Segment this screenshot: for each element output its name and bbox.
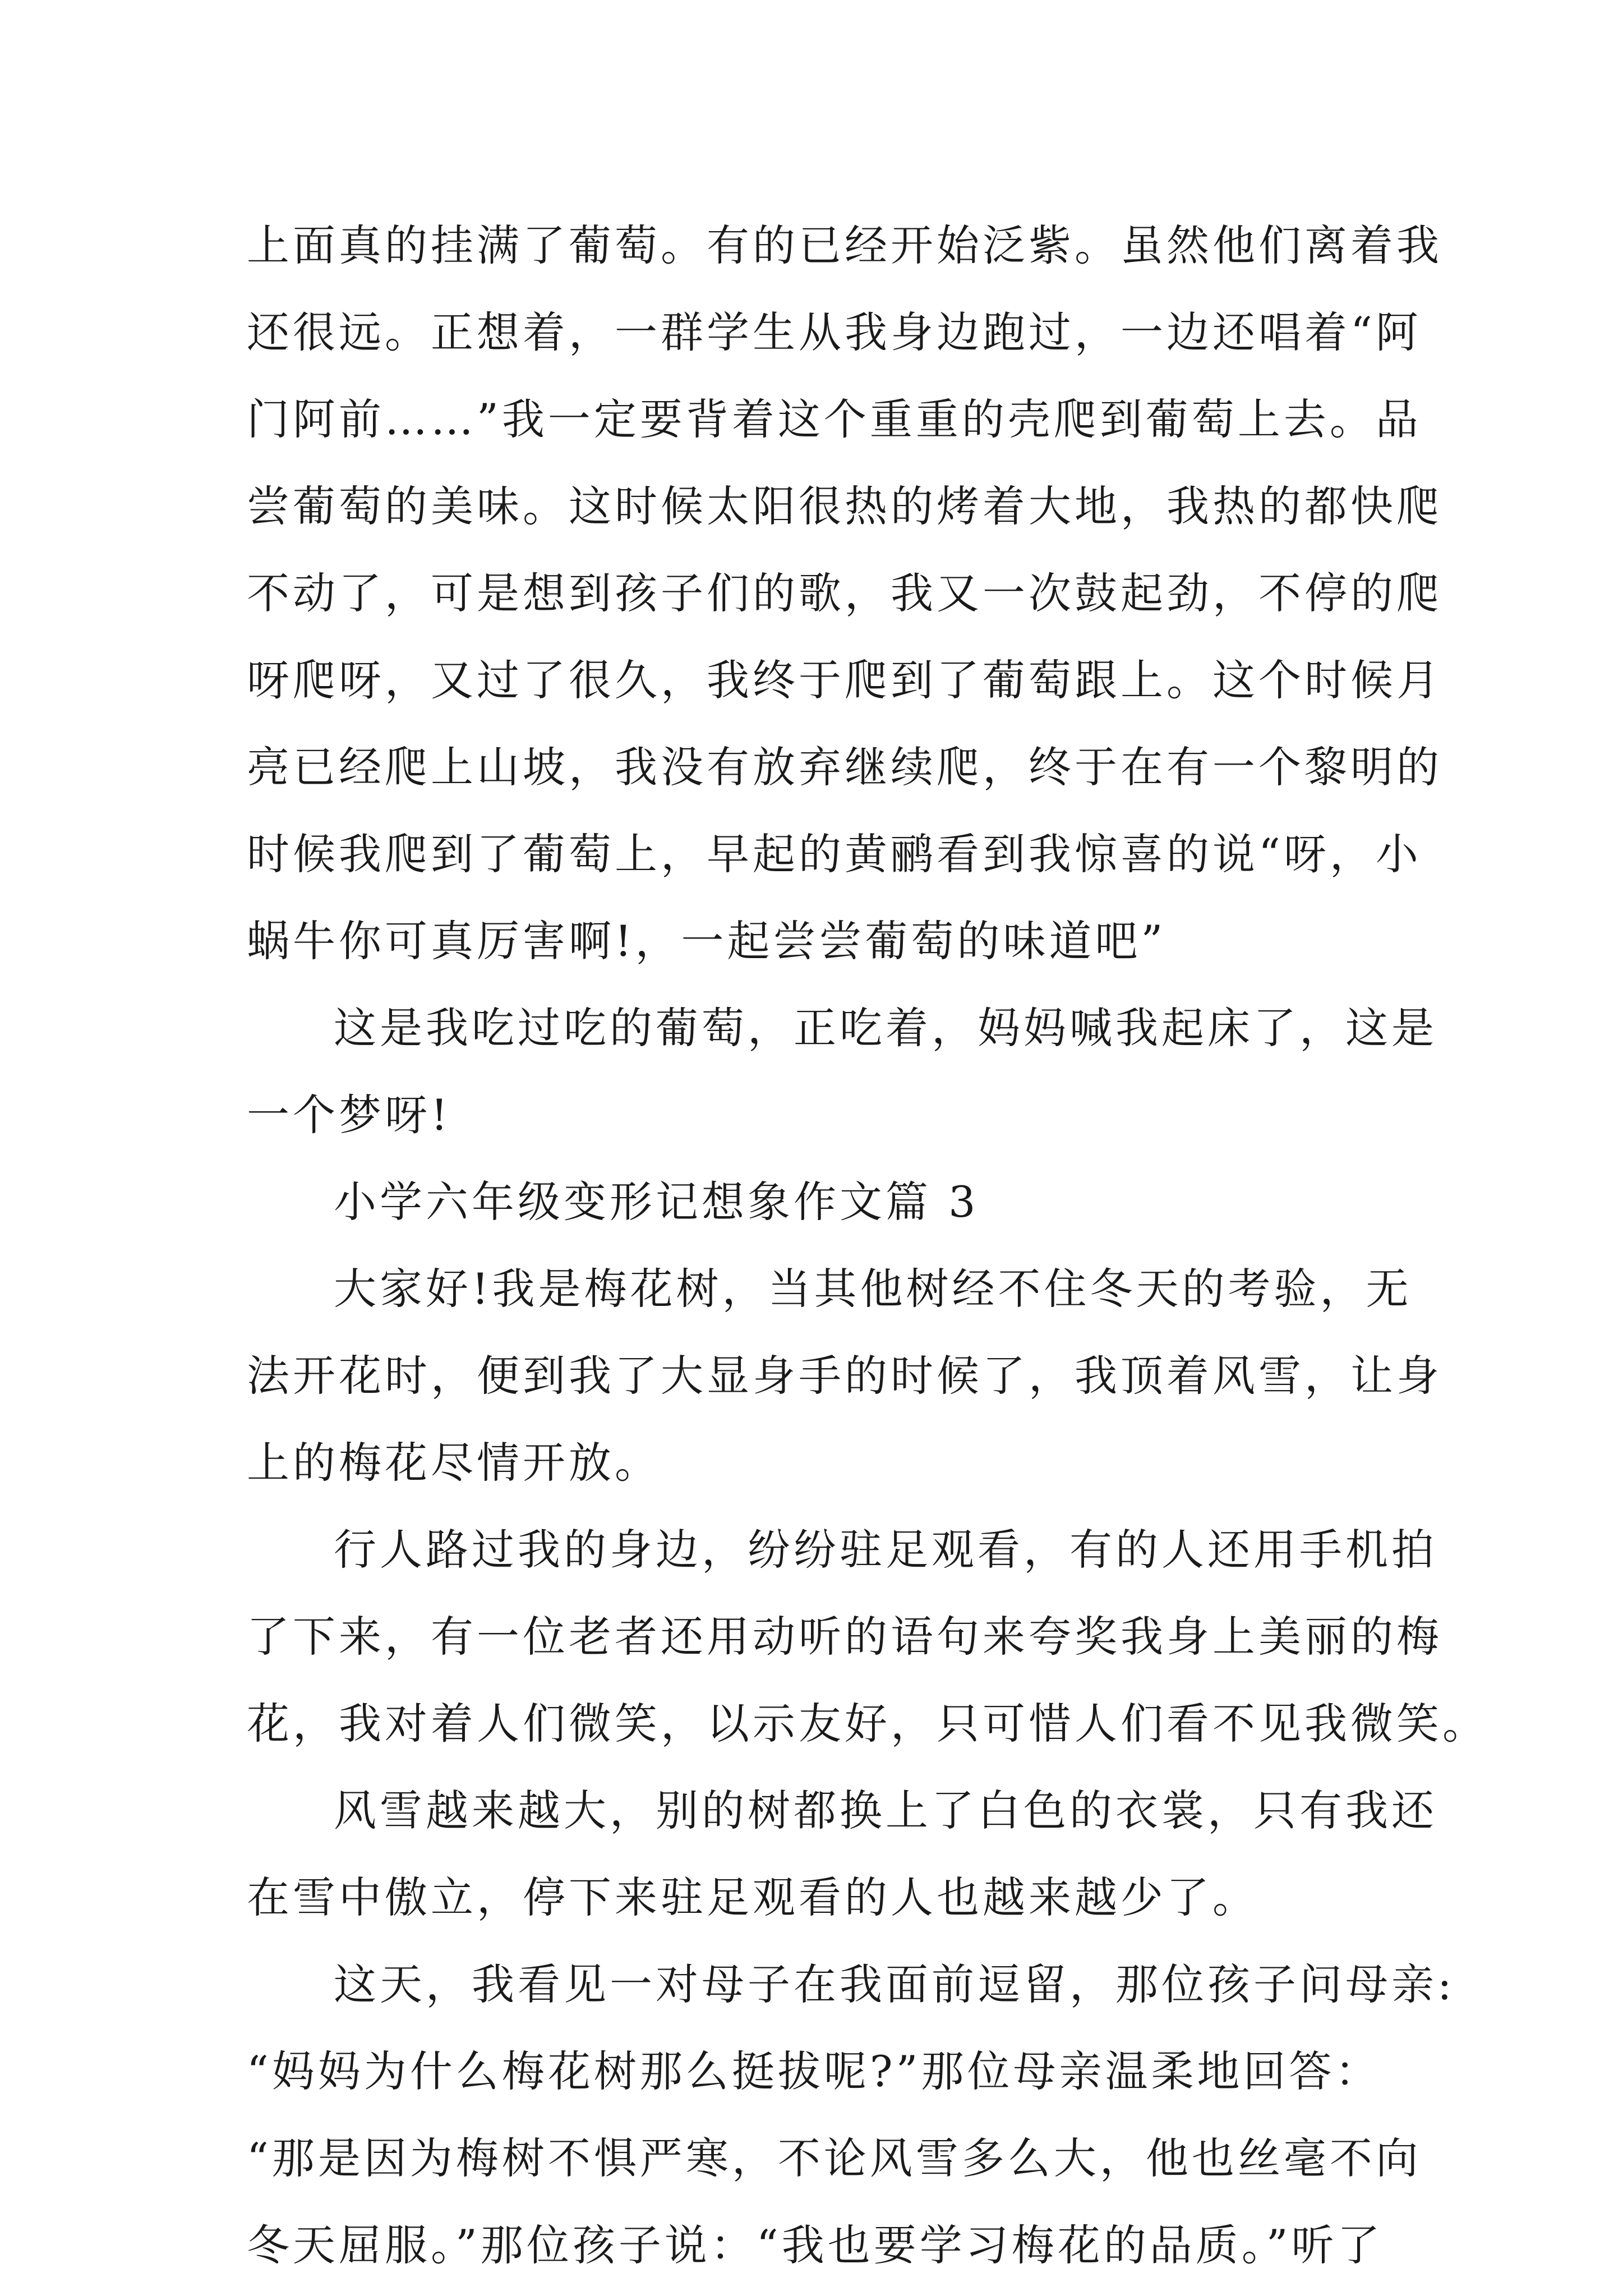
text-line: 不动了，可是想到孩子们的歌，我又一次鼓起劲，不停的爬: [247, 568, 1442, 618]
text-line: 冬天屈服。”那位孩子说：“我也要学习梅花的品质。”听了: [247, 2220, 1384, 2270]
text-line: 尝葡萄的美味。这时候太阳很热的烤着大地，我热的都快爬: [247, 481, 1442, 531]
text-line: “妈妈为什么梅花树那么挺拔呢?”那位母亲温柔地回答：: [247, 2046, 1381, 2096]
text-line: 风雪越来越大，别的树都换上了白色的衣裳，只有我还: [334, 1786, 1437, 1835]
text-line: 花，我对着人们微笑，以示友好，只可惜人们看不见我微笑。: [247, 1699, 1488, 1749]
text-line: 时候我爬到了葡萄上，早起的黄鹂看到我惊喜的说“呀，小: [247, 829, 1422, 879]
text-line: 上的梅花尽情开放。: [247, 1438, 661, 1488]
text-line: 在雪中傲立，停下来驻足观看的人也越来越少了。: [247, 1872, 1258, 1922]
text-line: 行人路过我的身边，纷纷驻足观看，有的人还用手机拍: [334, 1525, 1437, 1575]
text-line: 呀爬呀，又过了很久，我终于爬到了葡萄跟上。这个时候月: [247, 655, 1442, 705]
text-line: 还很远。正想着，一群学生从我身边跑过，一边还唱着“阿: [247, 307, 1422, 357]
text-line: 了下来，有一位老者还用动听的语句来夸奖我身上美丽的梅: [247, 1612, 1442, 1662]
text-line: 一个梦呀!: [247, 1090, 451, 1140]
text-line: “那是因为梅树不惧严寒，不论风雪多么大，他也丝毫不向: [247, 2133, 1422, 2183]
section-heading: 小学六年级变形记想象作文篇 3: [334, 1177, 979, 1227]
text-line: 蜗牛你可真厉害啊!，一起尝尝葡萄的味道吧”: [247, 916, 1166, 966]
text-line: 大家好!我是梅花树，当其他树经不住冬天的考验，无: [334, 1264, 1412, 1314]
text-line: 这天，我看见一对母子在我面前逗留，那位孩子问母亲:: [334, 1959, 1455, 2009]
text-line: 门阿前……”我一定要背着这个重重的壳爬到葡萄上去。品: [247, 394, 1422, 444]
essay-body: [247, 202, 1488, 2289]
text-line: 上面真的挂满了葡萄。有的已经开始泛紫。虽然他们离着我: [247, 220, 1442, 270]
text-line: 法开花时，便到我了大显身手的时候了，我顶着风雪，让身: [247, 1351, 1442, 1401]
text-line: 这是我吃过吃的葡萄，正吃着，妈妈喊我起床了，这是: [334, 1003, 1437, 1053]
text-line: 亮已经爬上山坡，我没有放弃继续爬，终于在有一个黎明的: [247, 742, 1442, 792]
